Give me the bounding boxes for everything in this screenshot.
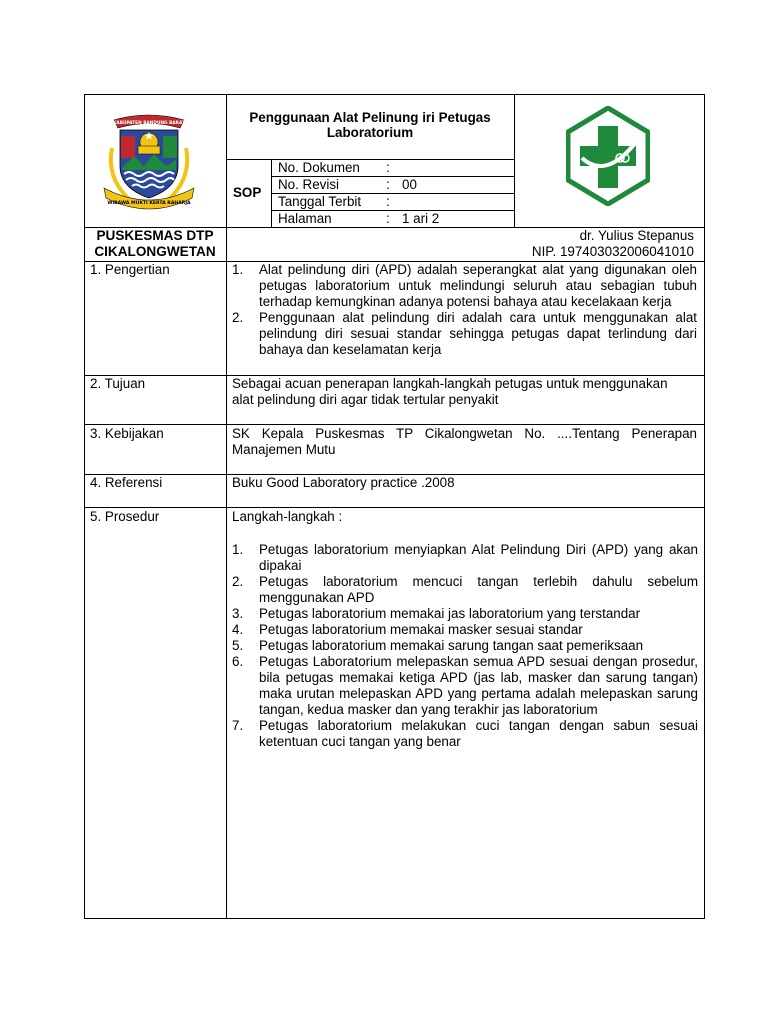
- list-text: Petugas laboratorium menyiapkan Alat Pelindung Diri (APD) yang akan dipakai: [259, 542, 698, 573]
- prosedur-steps: [232, 542, 698, 750]
- section-label-prosedur: 5. Prosedur: [90, 509, 160, 524]
- list-number: 4.: [232, 622, 244, 637]
- list-number: 3.: [232, 606, 244, 621]
- crest-bottom-text: WIBAWA MUKTI KERTA RAHARJA: [107, 201, 191, 206]
- list-item: [232, 638, 698, 654]
- list-item: [232, 718, 698, 750]
- pengertian-list: [232, 262, 697, 358]
- list-text: Alat pelindung diri (APD) adalah seperangkat alat yang digunakan oleh petugas laboratorium untuk melindungi seluruh atau sebagian tubuh terhadap kemungkinan adanya potensi bahaya atau kecelakaan kerja: [259, 262, 697, 309]
- list-item: [232, 310, 697, 358]
- field-label-dokumen: No. Dokumen: [278, 160, 360, 175]
- list-text: Petugas laboratorium memakai jas laboratorium yang terstandar: [259, 606, 641, 621]
- referensi-text: Buku Good Laboratory practice .2008: [232, 475, 455, 490]
- list-text: Petugas laboratorium memakai sarung tangan saat pemeriksaan: [259, 638, 644, 653]
- kebijakan-text: SK Kepala Puskesmas TP Cikalongwetan No. ....Tentang Penerapan Manajemen Mutu: [232, 426, 697, 457]
- list-number: 1.: [232, 542, 244, 557]
- list-item: [232, 542, 698, 574]
- district-crest-logo: [100, 108, 198, 218]
- section-label-kebijakan: 3. Kebijakan: [90, 426, 164, 441]
- list-text: Petugas laboratorium melakukan cuci tangan dengan sabun sesuai ketentuan cuci tangan yang benar: [259, 718, 698, 749]
- list-item: [232, 606, 698, 622]
- list-item: [232, 262, 697, 310]
- signer-name: dr. Yulius Stepanus: [579, 228, 694, 243]
- field-value-revisi: 00: [402, 177, 417, 192]
- sop-label: SOP: [233, 185, 262, 200]
- list-text: Petugas Laboratorium melepaskan semua APD sesuai dengan prosedur, bila petugas memakai ketiga APD (jas lab, masker dan sarung tangan) maka urutan melepaskan APD yang pertama adalah melepaskan sarung tangan, kedua masker dan yang terakhir jas laboratorium: [259, 654, 698, 717]
- list-number: 2.: [232, 310, 244, 325]
- list-item: [232, 654, 698, 718]
- tujuan-text: Sebagai acuan penerapan langkah-langkah petugas untuk menggunakan alat pelindung diri agar tidak tertular penyakit: [232, 376, 668, 407]
- document-title: Penggunaan Alat Pelinung iri Petugas Laboratorium: [249, 110, 491, 140]
- list-item: [232, 622, 698, 638]
- list-number: 1.: [232, 262, 244, 277]
- list-number: 2.: [232, 574, 244, 589]
- field-sep-tanggal: :: [386, 194, 390, 209]
- section-label-referensi: 4. Referensi: [90, 475, 163, 490]
- prosedur-intro: Langkah-langkah :: [232, 509, 343, 524]
- org-name-line1: PUSKESMAS DTP: [96, 228, 214, 243]
- list-number: 5.: [232, 638, 244, 653]
- crest-top-text: KABUPATEN BANDUNG BARAT: [113, 121, 185, 126]
- field-sep-dokumen: :: [386, 160, 390, 175]
- section-label-pengertian: 1. Pengertian: [90, 262, 170, 277]
- list-number: 6.: [232, 654, 244, 669]
- field-label-revisi: No. Revisi: [278, 177, 340, 192]
- signer-nip: NIP. 197403032006041010: [531, 244, 694, 259]
- org-name-line2: CIKALONGWETAN: [94, 244, 216, 259]
- field-sep-halaman: :: [386, 211, 390, 226]
- field-sep-revisi: :: [386, 177, 390, 192]
- puskesmas-logo: [566, 106, 650, 206]
- list-item: [232, 574, 698, 606]
- section-label-tujuan: 2. Tujuan: [90, 376, 146, 391]
- field-label-halaman: Halaman: [278, 211, 332, 226]
- field-label-tanggal: Tanggal Terbit: [278, 194, 362, 209]
- list-text: Petugas laboratorium mencuci tangan terlebih dahulu sebelum menggunakan APD: [259, 574, 698, 605]
- list-number: 7.: [232, 718, 244, 733]
- field-value-halaman: 1 ari 2: [402, 211, 440, 226]
- list-text: Penggunaan alat pelindung diri adalah cara untuk menggunakan alat pelindung diri sesuai standar sehingga petugas dapat terlindung dari bahaya dan keselamatan kerja: [259, 310, 697, 357]
- list-text: Petugas laboratorium memakai masker sesuai standar: [259, 622, 583, 637]
